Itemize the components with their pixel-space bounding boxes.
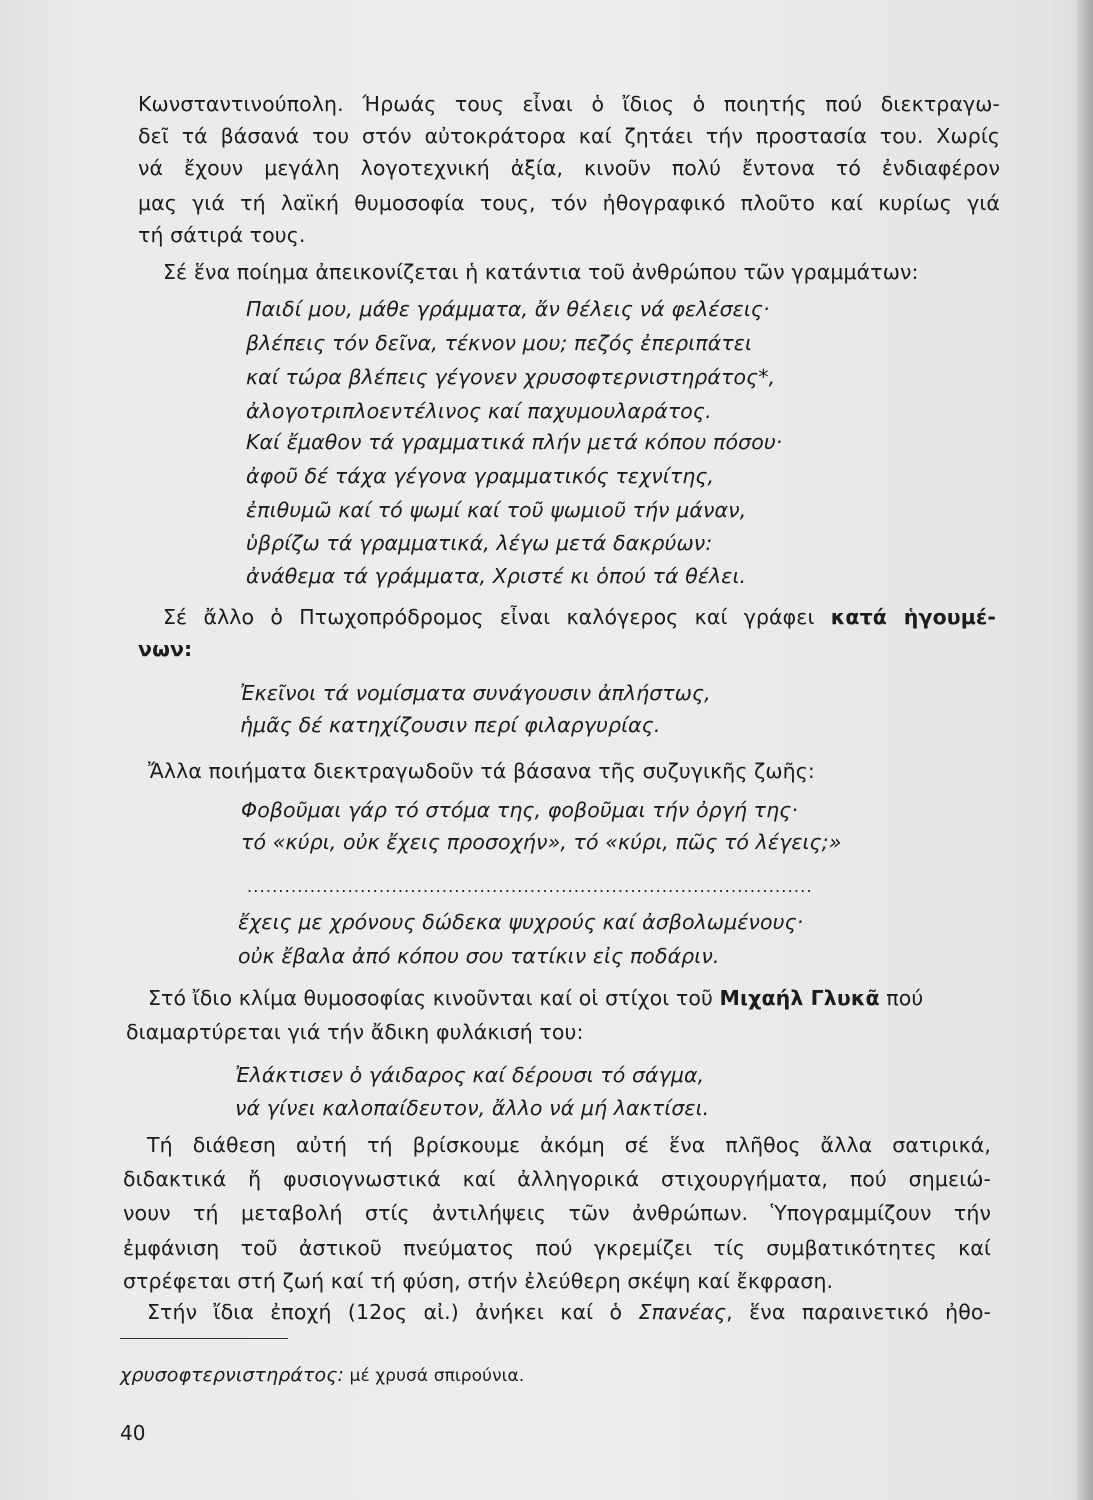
paragraph-3-text: Σέ ἄλλο ὁ Πτωχοπρόδρομος εἶναι καλόγερος καί γράφει bbox=[163, 605, 831, 629]
paragraph-5-text-end: πού bbox=[879, 986, 924, 1010]
paragraph-1-line-2: δεῖ τά βάσανά του στόν αὐτοκράτορα καί ζητάει τήν προστασία του. Χωρίς bbox=[138, 124, 1000, 148]
paragraph-6-line-1: Τή διάθεση αὐτή τή βρίσκουμε ἀκόμη σέ ἕνα πλῆθος ἄλλα σατιρικά, bbox=[147, 1133, 991, 1157]
paragraph-3-line-2: νων: bbox=[138, 637, 193, 661]
page-edge-shadow bbox=[1077, 0, 1093, 1500]
paragraph-1-line-1: Κωνσταντινούπολη. Ήρωάς τους εἶναι ὁ ἴδιος ὁ ποιητής πού διεκτραγω- bbox=[138, 92, 1000, 116]
poem-1-verse-1: Παιδί μου, μάθε γράμματα, ἄν θέλεις νά φελέσεις· bbox=[246, 297, 770, 321]
poem-4-verse-2: νά γίνει καλοπαίδευτον, ἄλλο νά μή λακτίσει. bbox=[235, 1096, 710, 1120]
footnote-rule bbox=[120, 1338, 288, 1339]
paragraph-6-line-5: στρέφεται στή ζωή καί τή φύση, στήν ἐλεύθερη σκέψη καί ἔκφραση. bbox=[123, 1269, 834, 1293]
poem-1-verse-9: ἀνάθεμα τά γράμματα, Χριστέ κι ὁπού τά θέλει. bbox=[246, 564, 747, 588]
paragraph-3-bold-term: κατά ἡγουμέ- bbox=[830, 605, 996, 629]
poem-3-verse-3: ἔχεις με χρόνους δώδεκα ψυχρούς καί ἀσβολωμένους· bbox=[238, 910, 804, 934]
footnote-definition: μέ χρυσά σπιρούνια. bbox=[344, 1366, 525, 1386]
paragraph-6-line-2: διδακτικά ἤ φυσιογνωστικά καί ἀλληγορικά στιχουργήματα, πού σημειώ- bbox=[123, 1167, 991, 1191]
paragraph-3-line-1 bbox=[163, 604, 996, 630]
poem-3-verse-1: Φοβοῦμαι γάρ τό στόμα της, φοβοῦμαι τήν ὀργή της· bbox=[241, 798, 798, 822]
paragraph-4-intro: Ἄλλα ποιήματα διεκτραγωδοῦν τά βάσανα τῆς συζυγικῆς ζωῆς: bbox=[148, 759, 815, 783]
paragraph-1-line-3: νά ἔχουν μεγάλη λογοτεχνική ἀξία, κινοῦν πολύ ἔντονα τό ἐνδιαφέρον bbox=[138, 156, 1000, 180]
spaneas-title: Σπανέας bbox=[638, 1300, 727, 1324]
paragraph-1-line-5: τή σάτιρά τους. bbox=[138, 223, 306, 247]
paragraph-5-line-1 bbox=[148, 985, 923, 1011]
footnote bbox=[120, 1362, 524, 1389]
paragraph-6-line-3: νουν τή μεταβολή στίς ἀντιλήψεις τῶν ἀνθρώπων. Ὑπογραμμίζουν τήν bbox=[123, 1201, 991, 1225]
paragraph-7-text-end: , ἕνα παραινετικό ἠθο- bbox=[726, 1300, 991, 1324]
paragraph-5-line-2: διαμαρτύρεται γιά τήν ἄδικη φυλάκισή του: bbox=[126, 1020, 584, 1044]
page-number: 40 bbox=[120, 1421, 146, 1445]
paragraph-7-line-1 bbox=[147, 1299, 991, 1325]
paragraph-1-line-4: μας γιά τή λαϊκή θυμοσοφία τους, τόν ἠθογραφικό πλοῦτο καί κυρίως γιά bbox=[138, 191, 1000, 215]
poem-1-verse-4: ἀλογοτριπλοεντέλινος καί παχυμουλαράτος. bbox=[246, 399, 712, 423]
poem-1-verse-7: ἐπιθυμῶ καί τό ψωμί καί τοῦ ψωμιοῦ τήν μάναν, bbox=[246, 498, 747, 522]
poem-1-verse-6: ἀφοῦ δέ τάχα γέγονα γραμματικός τεχνίτης, bbox=[246, 464, 715, 488]
poem-1-verse-3: καί τώρα βλέπεις γέγονεν χρυσοφτερνιστηράτος*, bbox=[246, 365, 776, 389]
poem-1-verse-5: Καί ἔμαθον τά γραμματικά πλήν μετά κόπου πόσου· bbox=[246, 430, 783, 454]
poem-4-verse-1: Ἐλάκτισεν ὁ γάιδαρος καί δέρουσι τό σάγμα, bbox=[235, 1063, 705, 1087]
paragraph-7-text: Στήν ἴδια ἐποχή (12ος αἰ.) ἀνήκει καί ὁ bbox=[147, 1300, 639, 1324]
poem-1-verse-2: βλέπεις τόν δεῖνα, τέκνον μου; πεζός ἐπεριπάτει bbox=[246, 331, 752, 355]
paragraph-6-line-4: ἐμφάνιση τοῦ ἀστικοῦ πνεύματος πού γκρεμίζει τίς συμβατικότητες καί bbox=[123, 1236, 991, 1260]
footnote-term: χρυσοφτερνιστηράτος: bbox=[120, 1364, 345, 1386]
poem-1-verse-8: ὑβρίζω τά γραμματικά, λέγω μετά δακρύων: bbox=[246, 531, 713, 555]
poem-3-verse-2: τό «κύρι, οὐκ ἔχεις προσοχήν», τό «κύρι, πῶς τό λέγεις;» bbox=[241, 830, 842, 854]
poem-2-verse-2: ἡμᾶς δέ κατηχίζουσιν περί φιλαργυρίας. bbox=[240, 713, 661, 737]
poem-3-verse-4: οὐκ ἔβαλα ἀπό κόπου σου τατίκιν εἰς ποδάριν. bbox=[238, 944, 720, 968]
ellipsis-line: .......................................................................................... bbox=[247, 877, 813, 896]
paragraph-2-intro: Σέ ἕνα ποίημα ἀπεικονίζεται ἡ κατάντια τοῦ ἀνθρώπου τῶν γραμμάτων: bbox=[163, 260, 919, 284]
author-name-glykas: Μιχαήλ Γλυκᾶ bbox=[719, 986, 880, 1010]
poem-2-verse-1: Ἐκεῖνοι τά νομίσματα συνάγουσιν ἀπλήστως, bbox=[240, 681, 711, 705]
paragraph-5-text: Στό ἴδιο κλίμα θυμοσοφίας κινοῦνται καί οἱ στίχοι τοῦ bbox=[148, 986, 720, 1010]
